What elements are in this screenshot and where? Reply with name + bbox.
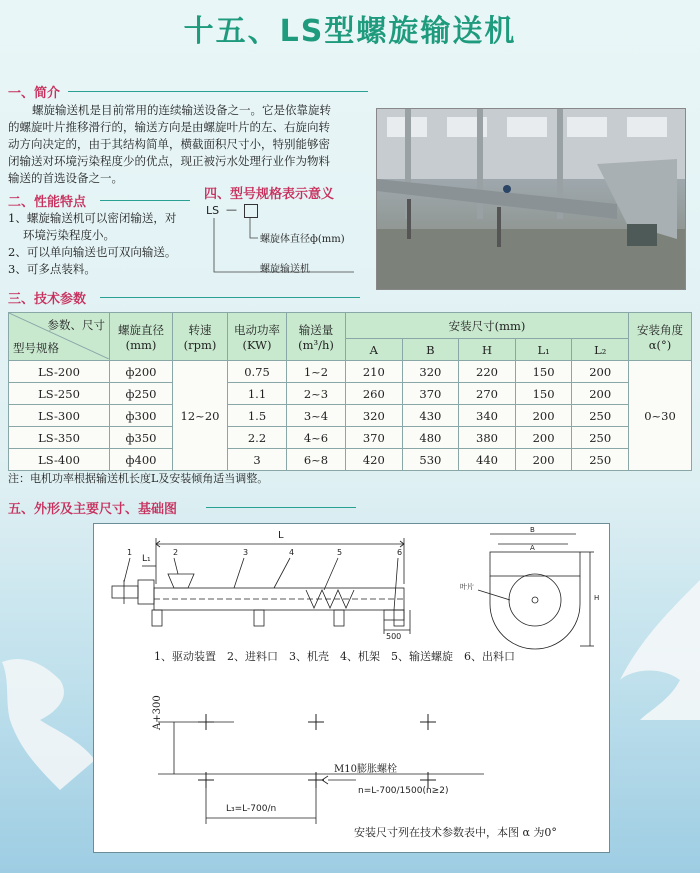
cell-A: 260 — [346, 383, 403, 405]
header-angle — [629, 313, 692, 361]
cell-H: 270 — [459, 383, 516, 405]
dim-A: A — [530, 544, 535, 552]
intro-line: 螺旋输送机是目前常用的连续输送设备之一。它是依靠旋转 — [32, 103, 331, 117]
header-power — [228, 313, 287, 361]
intro-line: 的螺旋叶片推移滑行的，输送方向是由螺旋叶片的左、右旋向转 — [8, 120, 330, 134]
header-L2: L₂ — [572, 339, 629, 361]
feature-line: 1、螺旋输送机可以密闭输送，对 — [8, 211, 177, 225]
dim-A300: A+300 — [152, 695, 163, 730]
header-angle-unit: α(°) — [648, 337, 672, 352]
model-prefix: LS — [206, 204, 220, 217]
intro-line: 动方向决定的，由于其结构简单，横截面积尺寸小，特别能够密 — [8, 137, 330, 151]
cell-H: 440 — [459, 449, 516, 471]
intro-divider — [68, 91, 368, 92]
model-diameter-label: 螺旋体直径ф(mm) — [260, 234, 345, 245]
table-row — [9, 361, 692, 383]
features-divider — [100, 200, 190, 201]
cell-diameter: ф300 — [110, 405, 173, 427]
drawing-heading: 五、外形及主要尺寸、基础图 — [8, 502, 178, 517]
model-name-label: 螺旋输送机 — [260, 264, 310, 275]
cell-diameter: ф200 — [110, 361, 173, 383]
model-dash: — — [226, 203, 237, 216]
callout-6: 6 — [397, 548, 403, 557]
cell-B: 430 — [402, 405, 459, 427]
cell-L2: 200 — [572, 383, 629, 405]
cell-diameter: ф400 — [110, 449, 173, 471]
intro-text — [8, 102, 370, 187]
header-capacity-unit: (m³/h) — [298, 337, 334, 352]
header-capacity — [287, 313, 346, 361]
header-power-unit: (KW) — [242, 337, 272, 352]
header-speed-label: 转速 — [188, 322, 212, 337]
cell-L2: 250 — [572, 449, 629, 471]
intro-heading: 一、简介 — [8, 86, 61, 101]
table-corner-header — [9, 313, 110, 361]
dim-L3: L₃=L-700/n — [226, 804, 277, 814]
feature-line: 环境污染程度小。 — [23, 228, 115, 242]
cell-B: 480 — [402, 427, 459, 449]
callout-3: 3 — [243, 548, 249, 557]
cell-L2: 250 — [572, 405, 629, 427]
table-note: 注：电机功率根据输送机长度L及安装倾角适当调整。 — [8, 472, 269, 485]
dim-H: H — [594, 594, 600, 602]
cell-power: 0.75 — [228, 361, 287, 383]
cell-capacity: 3~4 — [287, 405, 346, 427]
conveyor-photo — [376, 108, 686, 290]
page-title: 十五、LS型螺旋输送机 — [183, 14, 517, 49]
table-row — [9, 405, 692, 427]
params-divider — [100, 297, 360, 298]
cell-H: 380 — [459, 427, 516, 449]
header-diameter — [110, 313, 173, 361]
table-row — [9, 427, 692, 449]
cell-L1: 150 — [515, 361, 572, 383]
table-row — [9, 449, 692, 471]
header-capacity-label: 输送量 — [298, 322, 334, 337]
header-model: 型号规格 — [13, 341, 59, 355]
cell-A: 210 — [346, 361, 403, 383]
technical-drawing — [94, 524, 609, 852]
cell-model: LS-300 — [9, 405, 110, 427]
swan-decoration-right — [600, 570, 700, 770]
header-install: 安装尺寸(mm) — [346, 313, 629, 339]
features-text — [8, 210, 198, 278]
dim-B: B — [530, 526, 535, 534]
model-heading: 四、型号规格表示意义 — [204, 187, 335, 202]
cell-model: LS-400 — [9, 449, 110, 471]
header-B: B — [402, 339, 459, 361]
cell-power: 1.1 — [228, 383, 287, 405]
cell-A: 370 — [346, 427, 403, 449]
feature-line: 2、可以单向输送也可双向输送。 — [8, 245, 177, 259]
model-leader-lines — [204, 202, 374, 292]
blade-label: 叶片 — [460, 583, 474, 591]
install-note: 安装尺寸列在技术参数表中，本图 α 为0° — [354, 826, 557, 839]
intro-line: 闭输送对环境污染程度少的优点，现正被污水处理行业作为物料 — [8, 154, 330, 168]
cell-L1: 200 — [515, 405, 572, 427]
cell-A: 320 — [346, 405, 403, 427]
cell-model: LS-200 — [9, 361, 110, 383]
params-heading: 三、技术参数 — [8, 292, 87, 307]
callout-4: 4 — [289, 548, 295, 557]
cell-L2: 250 — [572, 427, 629, 449]
header-speed-unit: (rpm) — [183, 337, 217, 352]
cell-model: LS-250 — [9, 383, 110, 405]
cell-L1: 200 — [515, 449, 572, 471]
cell-power: 3 — [228, 449, 287, 471]
cell-B: 530 — [402, 449, 459, 471]
cell-L2: 200 — [572, 361, 629, 383]
callout-1: 1 — [127, 548, 133, 557]
cell-capacity: 4~6 — [287, 427, 346, 449]
cell-model: LS-350 — [9, 427, 110, 449]
header-param: 参数、尺寸 — [47, 318, 105, 332]
cell-capacity: 1~2 — [287, 361, 346, 383]
cell-B: 370 — [402, 383, 459, 405]
header-A: A — [346, 339, 403, 361]
cell-capacity: 6~8 — [287, 449, 346, 471]
factory-photo-illustration — [377, 109, 685, 289]
table-row — [9, 383, 692, 405]
dim-L: L — [278, 530, 284, 541]
callout-5: 5 — [337, 548, 343, 557]
dim-500: 500 — [386, 632, 402, 641]
intro-line: 输送的首选设备之一。 — [8, 171, 123, 185]
dim-L1: L₁ — [142, 554, 151, 564]
header-L1: L₁ — [515, 339, 572, 361]
features-heading: 二、性能特点 — [8, 195, 87, 210]
cell-B: 320 — [402, 361, 459, 383]
cell-A: 420 — [346, 449, 403, 471]
header-speed — [173, 313, 228, 361]
cell-L1: 150 — [515, 383, 572, 405]
cell-H: 220 — [459, 361, 516, 383]
drawing-divider — [206, 507, 356, 508]
cell-capacity: 2~3 — [287, 383, 346, 405]
header-angle-label: 安装角度 — [637, 322, 683, 337]
spec-table — [8, 312, 692, 471]
model-schematic — [204, 202, 374, 292]
cell-speed: 12~20 — [173, 361, 228, 471]
header-diameter-label: 螺旋直径 — [118, 322, 164, 337]
cell-L1: 200 — [515, 427, 572, 449]
header-diameter-unit: (mm) — [125, 337, 157, 352]
spacing-formula: n=L-700/1500(n≥2) — [358, 786, 449, 796]
header-power-label: 电动功率 — [234, 322, 280, 337]
cell-H: 340 — [459, 405, 516, 427]
cell-diameter: ф250 — [110, 383, 173, 405]
parts-legend: 1、驱动装置 2、进料口 3、机壳 4、机架 5、输送螺旋 6、出料口 — [154, 650, 515, 663]
drawing-panel — [93, 523, 610, 853]
cell-power: 2.2 — [228, 427, 287, 449]
callout-2: 2 — [173, 548, 179, 557]
header-H: H — [459, 339, 516, 361]
cell-diameter: ф350 — [110, 427, 173, 449]
cell-power: 1.5 — [228, 405, 287, 427]
bolt-label: M10膨胀螺栓 — [334, 764, 397, 775]
swan-decoration-left — [0, 600, 100, 800]
cell-angle: 0~30 — [629, 361, 692, 471]
feature-line: 3、可多点装料。 — [8, 262, 96, 276]
